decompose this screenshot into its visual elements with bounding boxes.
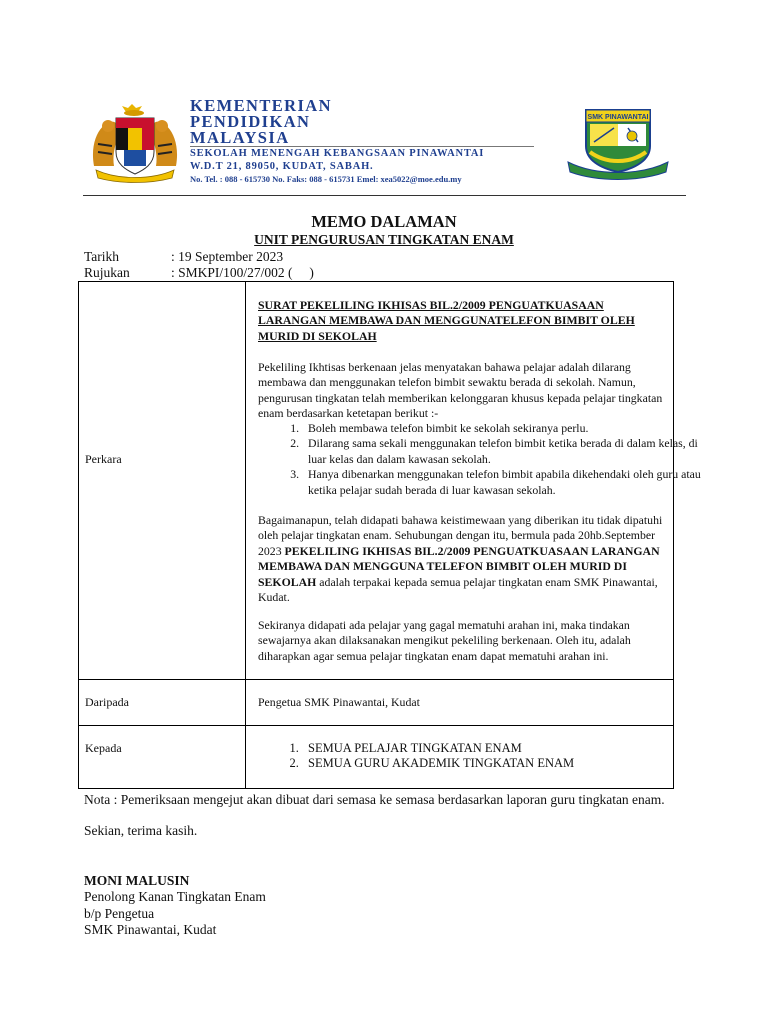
perkara-label: Perkara: [85, 452, 122, 466]
paragraph-2: [258, 513, 670, 605]
ministry-name-line3: MALAYSIA: [190, 128, 290, 147]
school-logo: [566, 106, 670, 180]
subject-heading: SURAT PEKELILING IKHISAS BIL.2/2009 PENGUATKUASAAN LARANGAN MEMBAWA DAN MENGGUNATELEFON BIMBIT OLEH MURID DI SEKOLAH: [258, 298, 635, 343]
signer-name: MONI MALUSIN: [84, 873, 190, 888]
reference-label: Rujukan: [84, 265, 130, 280]
kepada-label: Kepada: [85, 741, 122, 755]
paragraph-2-text: Bagaimanapun, telah didapati bahawa keistimewaan yang diberikan itu tidak dipatuhi oleh pelajar tingkatan enam. Sehubungan dengan itu, bermula pada 20hb.September 2023: [258, 513, 663, 558]
ministry-name-line1: KEMENTERIAN: [190, 96, 332, 115]
rule-item: 2. Dilarang sama sekali menggunakan telefon bimbit ketika berada di dalam kelas, di luar kelas dan dalam kawasan sekolah.: [302, 436, 714, 467]
signer-on-behalf: b/p Pengetua: [84, 906, 155, 921]
memo-title: MEMO DALAMAN: [311, 212, 457, 231]
rule-item: 1. Boleh membawa telefon bimbit ke sekolah sekiranya perlu.: [302, 421, 714, 436]
inspection-note: Nota : Pemeriksaan mengejut akan dibuat dari semasa ke semasa berdasarkan laporan guru tingkatan enam.: [84, 792, 665, 807]
paragraph-2-tail: adalah terpakai kepada semua pelajar tingkatan enam SMK Pinawantai, Kudat.: [258, 574, 658, 605]
memo-subtitle: UNIT PENGURUSAN TINGKATAN ENAM: [254, 232, 514, 247]
school-name: SEKOLAH MENENGAH KEBANGSAAN PINAWANTAI: [190, 148, 485, 159]
daripada-value: Pengetua SMK Pinawantai, Kudat: [258, 695, 420, 709]
header-divider: [190, 146, 534, 147]
svg-text:SMK PINAWANTAI: SMK PINAWANTAI: [587, 114, 649, 121]
rules-list: [258, 421, 714, 498]
daripada-label: Daripada: [85, 695, 129, 709]
reference-value: : SMKPI/100/27/002 ( ): [171, 265, 314, 280]
recipient-item: 1. SEMUA PELAJAR TINGKATAN ENAM: [302, 741, 714, 756]
header-rule: [83, 195, 686, 196]
table-row-divider: [78, 679, 674, 680]
date-label: Tarikh: [84, 249, 120, 264]
table-row-divider: [78, 725, 674, 726]
rule-item: 3. Hanya dibenarkan menggunakan telefon bimbit apabila dikehendaki oleh guru atau ketika pelajar sudah berada di luar kawasan sekolah.: [302, 467, 714, 498]
signer-title: Penolong Kanan Tingkatan Enam: [84, 889, 266, 904]
school-address: W.D.T 21, 89050, KUDAT, SABAH.: [190, 161, 374, 172]
recipient-item: 2. SEMUA GURU AKADEMIK TINGKATAN ENAM: [302, 756, 714, 771]
closing-line: Sekian, terima kasih.: [84, 823, 198, 838]
signer-organisation: SMK Pinawantai, Kudat: [84, 922, 217, 937]
coat-of-arms-logo: [88, 104, 182, 184]
table-column-divider: [245, 281, 246, 789]
date-value: : 19 September 2023: [171, 249, 284, 264]
paragraph-3: Sekiranya didapati ada pelajar yang gagal mematuhi arahan ini, maka tindakan sewajarnya akan dilaksanakan mengikut pekeliling berkenaan. Oleh itu, adalah diharapkan agar semua pelajar tingkatan enam dapat mematuhi arahan ini.: [258, 618, 631, 663]
paragraph-1: Pekeliling Ikhtisas berkenaan jelas menyatakan bahawa pelajar adalah dilarang membawa dan menggunakan telefon bimbit sewaktu berada di sekolah. Namun, pengurusan tingkatan telah memberikan kelonggaran khusus kepada pelajar tingkatan enam berdasarkan ketetapan berikut :-: [258, 360, 663, 421]
paragraph-2-circular: PEKELILING IKHISAS BIL.2/2009 PENGUATKUASAAN LARANGAN MEMBAWA DAN MENGGUNA TELEFON BIMBIT OLEH MURID DI SEKOLAH: [258, 543, 660, 589]
recipient-list: [258, 741, 714, 772]
ministry-name-line2: PENDIDIKAN: [190, 112, 311, 131]
school-contact: No. Tel. : 088 - 615730 No. Faks: 088 - 615731 Emel: xea5022@moe.edu.my: [190, 174, 462, 184]
